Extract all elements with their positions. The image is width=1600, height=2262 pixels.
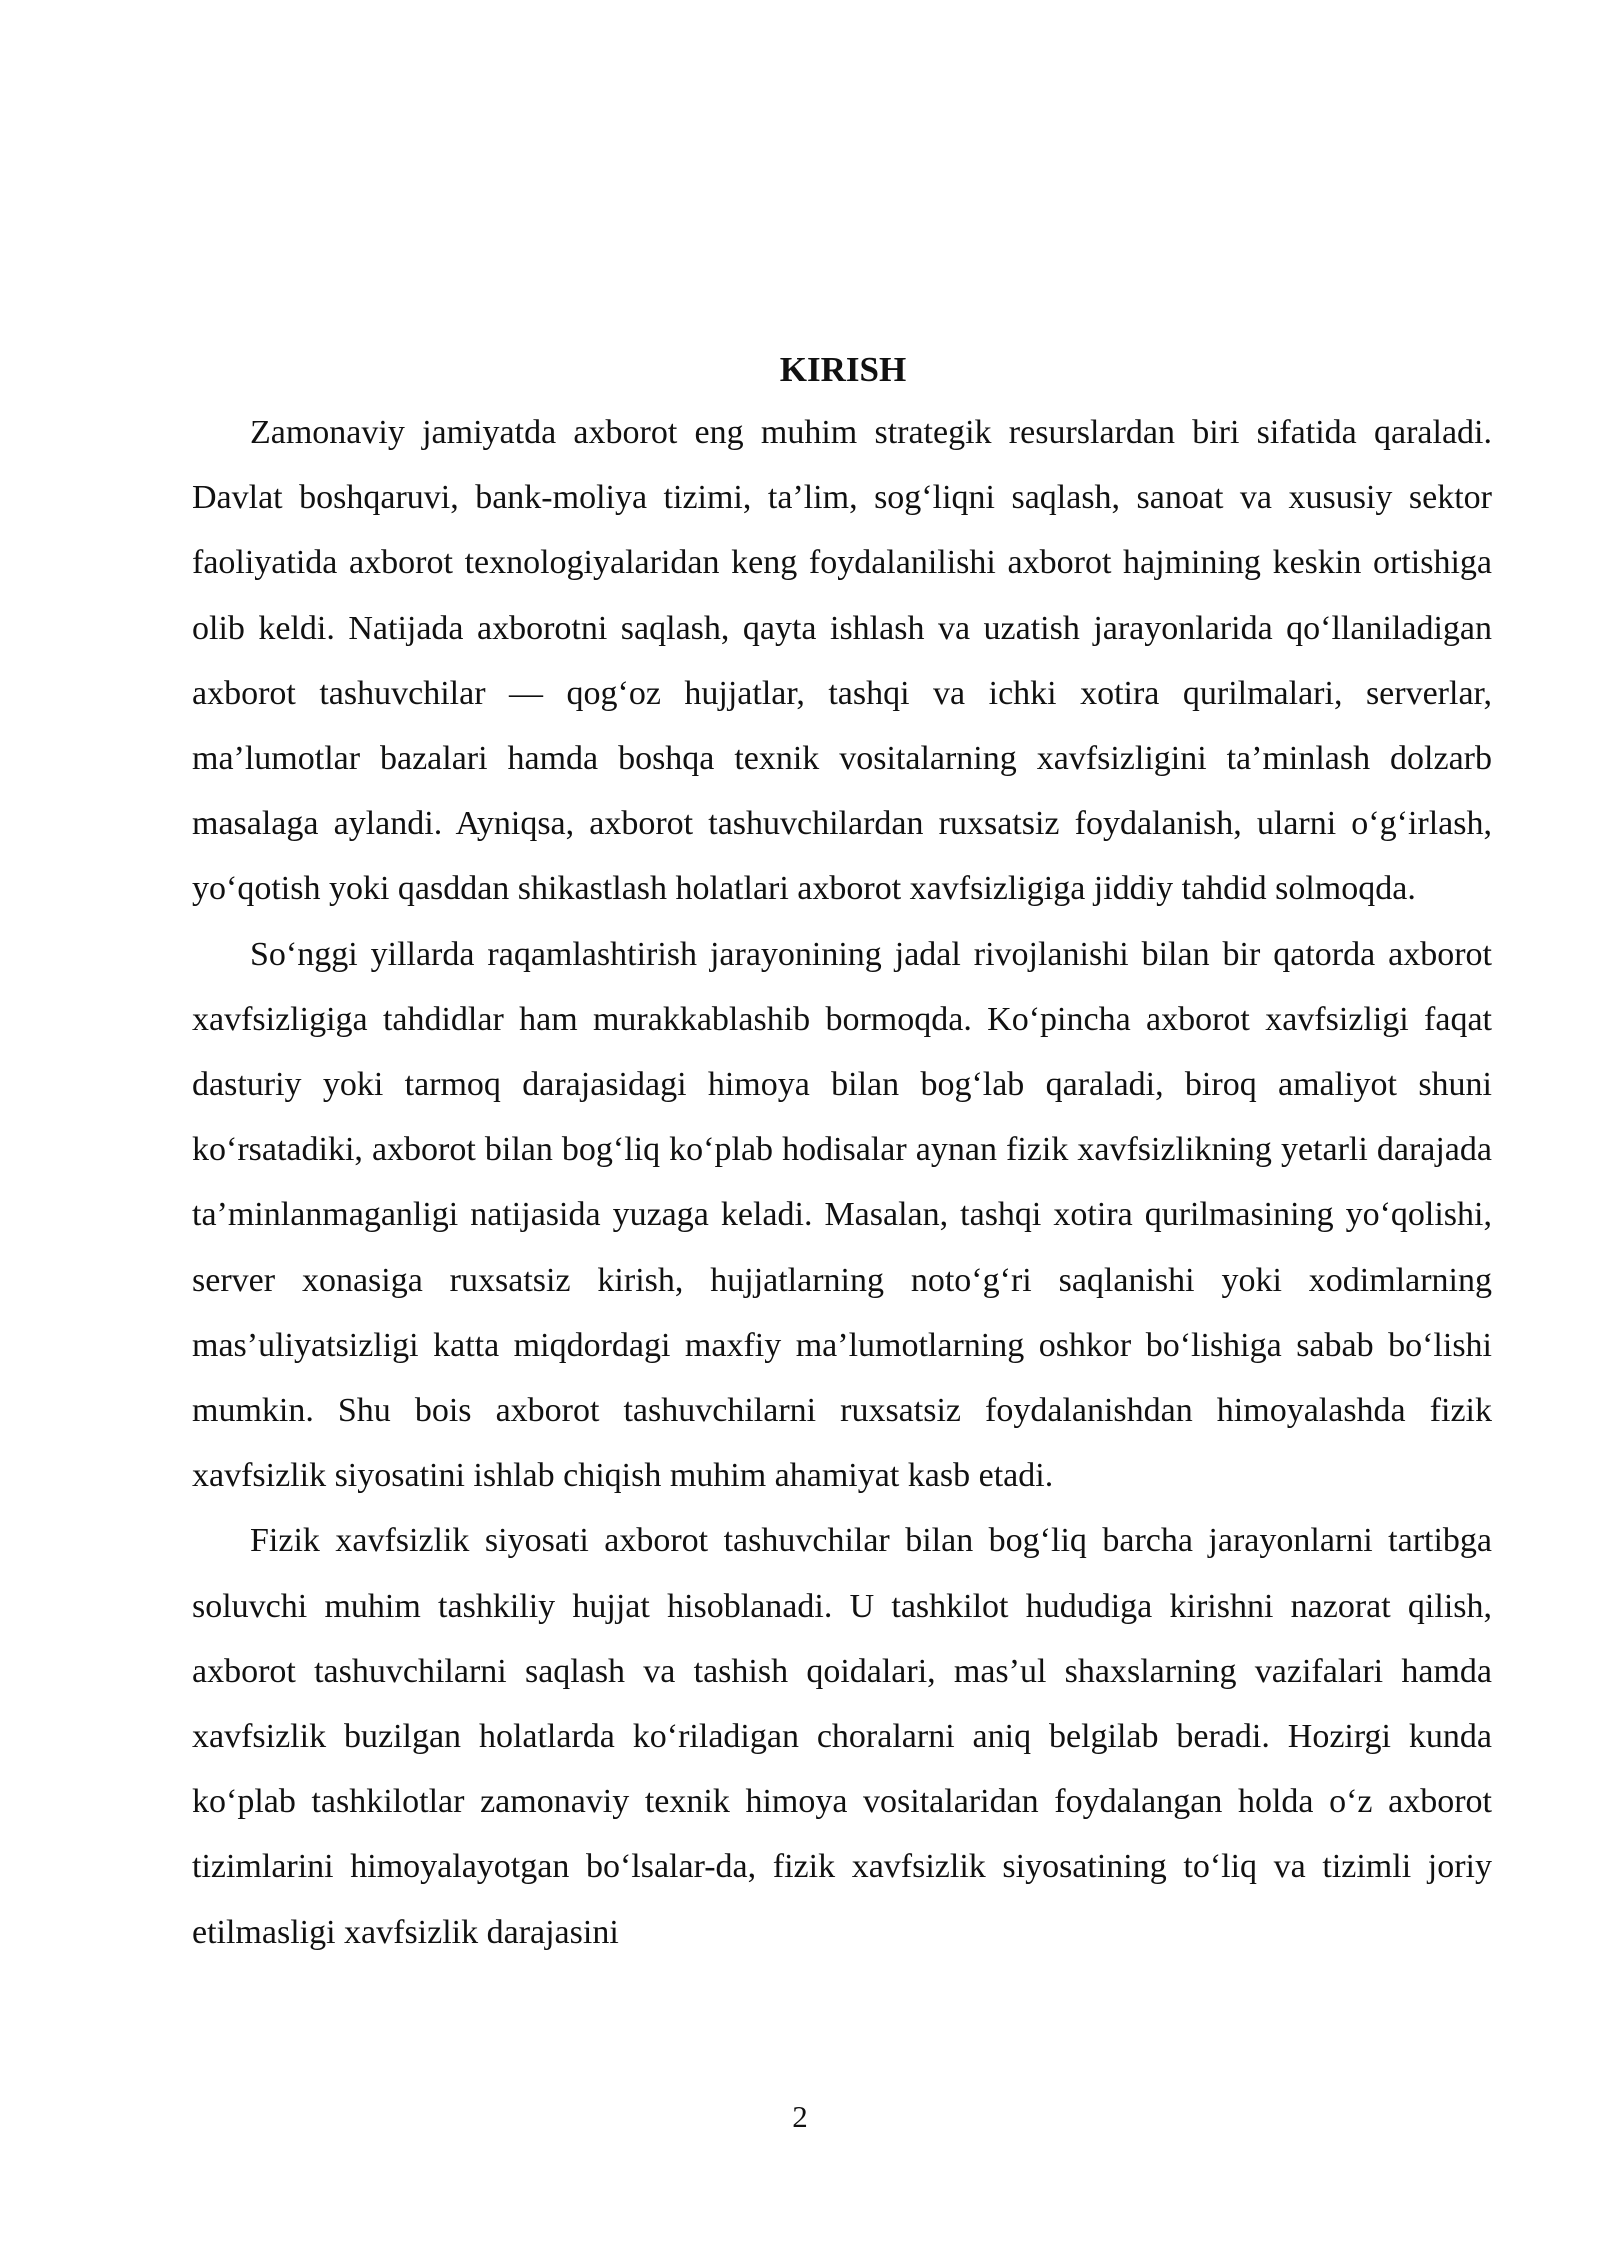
page-number: 2 [792, 2099, 808, 2134]
page-body [192, 340, 1492, 1965]
paragraph-intro: Zamonaviy jamiyatda axborot eng muhim strategik resurslardan biri sifatida qaraladi. Davlat boshqaruvi, bank-moliya tizimi, ta’lim, sog‘liqni saqlash, sanoat va xususiy sektor faoliyatida axborot texnologiyalaridan keng foydalanilishi axborot hajmining keskin ortishiga olib keldi. Natijada axborotni saqlash, qayta ishlash va uzatish jarayonlarida qo‘llaniladigan axborot tashuvchilar — qog‘oz hujjatlar, tashqi va ichki xotira qurilmalari, serverlar, ma’lumotlar bazalari hamda boshqa texnik vositalarning xavfsizligini ta’minlash dolzarb masalaga aylandi. Ayniqsa, axborot tashuvchilardan ruxsatsiz foydalanish, ularni o‘g‘irlash, yo‘qotish yoki qasddan shikastlash holatlari axborot xavfsizligiga jiddiy tahdid solmoqda. [192, 414, 1492, 908]
section-heading: KIRISH [779, 350, 907, 389]
paragraph-threats: So‘nggi yillarda raqamlashtirish jarayonining jadal rivojlanishi bilan bir qatorda axborot xavfsizligiga tahdidlar ham murakkablashib bormoqda. Ko‘pincha axborot xavfsizligi faqat dasturiy yoki tarmoq darajasidagi himoya bilan bog‘lab qaraladi, biroq amaliyot shuni ko‘rsatadiki, axborot bilan bog‘liq ko‘plab hodisalar aynan fizik xavfsizlikning yetarli darajada ta’minlanmaganligi natijasida yuzaga keladi. Masalan, tashqi xotira qurilmasining yo‘qolishi, server xonasiga ruxsatsiz kirish, hujjatlarning noto‘g‘ri saqlanishi yoki xodimlarning mas’uliyatsizligi katta miqdordagi maxfiy ma’lumotlarning oshkor bo‘lishiga sabab bo‘lishi mumkin. Shu bois axborot tashuvchilarni ruxsatsiz foydalanishdan himoyalashda fizik xavfsizlik siyosatini ishlab chiqish muhim ahamiyat kasb etadi. [192, 935, 1492, 1495]
paragraph-policy: Fizik xavfsizlik siyosati axborot tashuvchilar bilan bog‘liq barcha jarayonlarni tartibga soluvchi muhim tashkiliy hujjat hisoblanadi. U tashkilot hududiga kirishni nazorat qilish, axborot tashuvchilarni saqlash va tashish qoidalari, mas’ul shaxslarning vazifalari hamda xavfsizlik buzilgan holatlarda ko‘riladigan choralarni aniq belgilab beradi. Hozirgi kunda ko‘plab tashkilotlar zamonaviy texnik himoya vositalaridan foydalangan holda o‘z axborot tizimlarini himoyalayotgan bo‘lsalar-da, fizik xavfsizlik siyosatining to‘liq va tizimli joriy etilmasligi xavfsizlik darajasini [192, 1522, 1492, 1951]
